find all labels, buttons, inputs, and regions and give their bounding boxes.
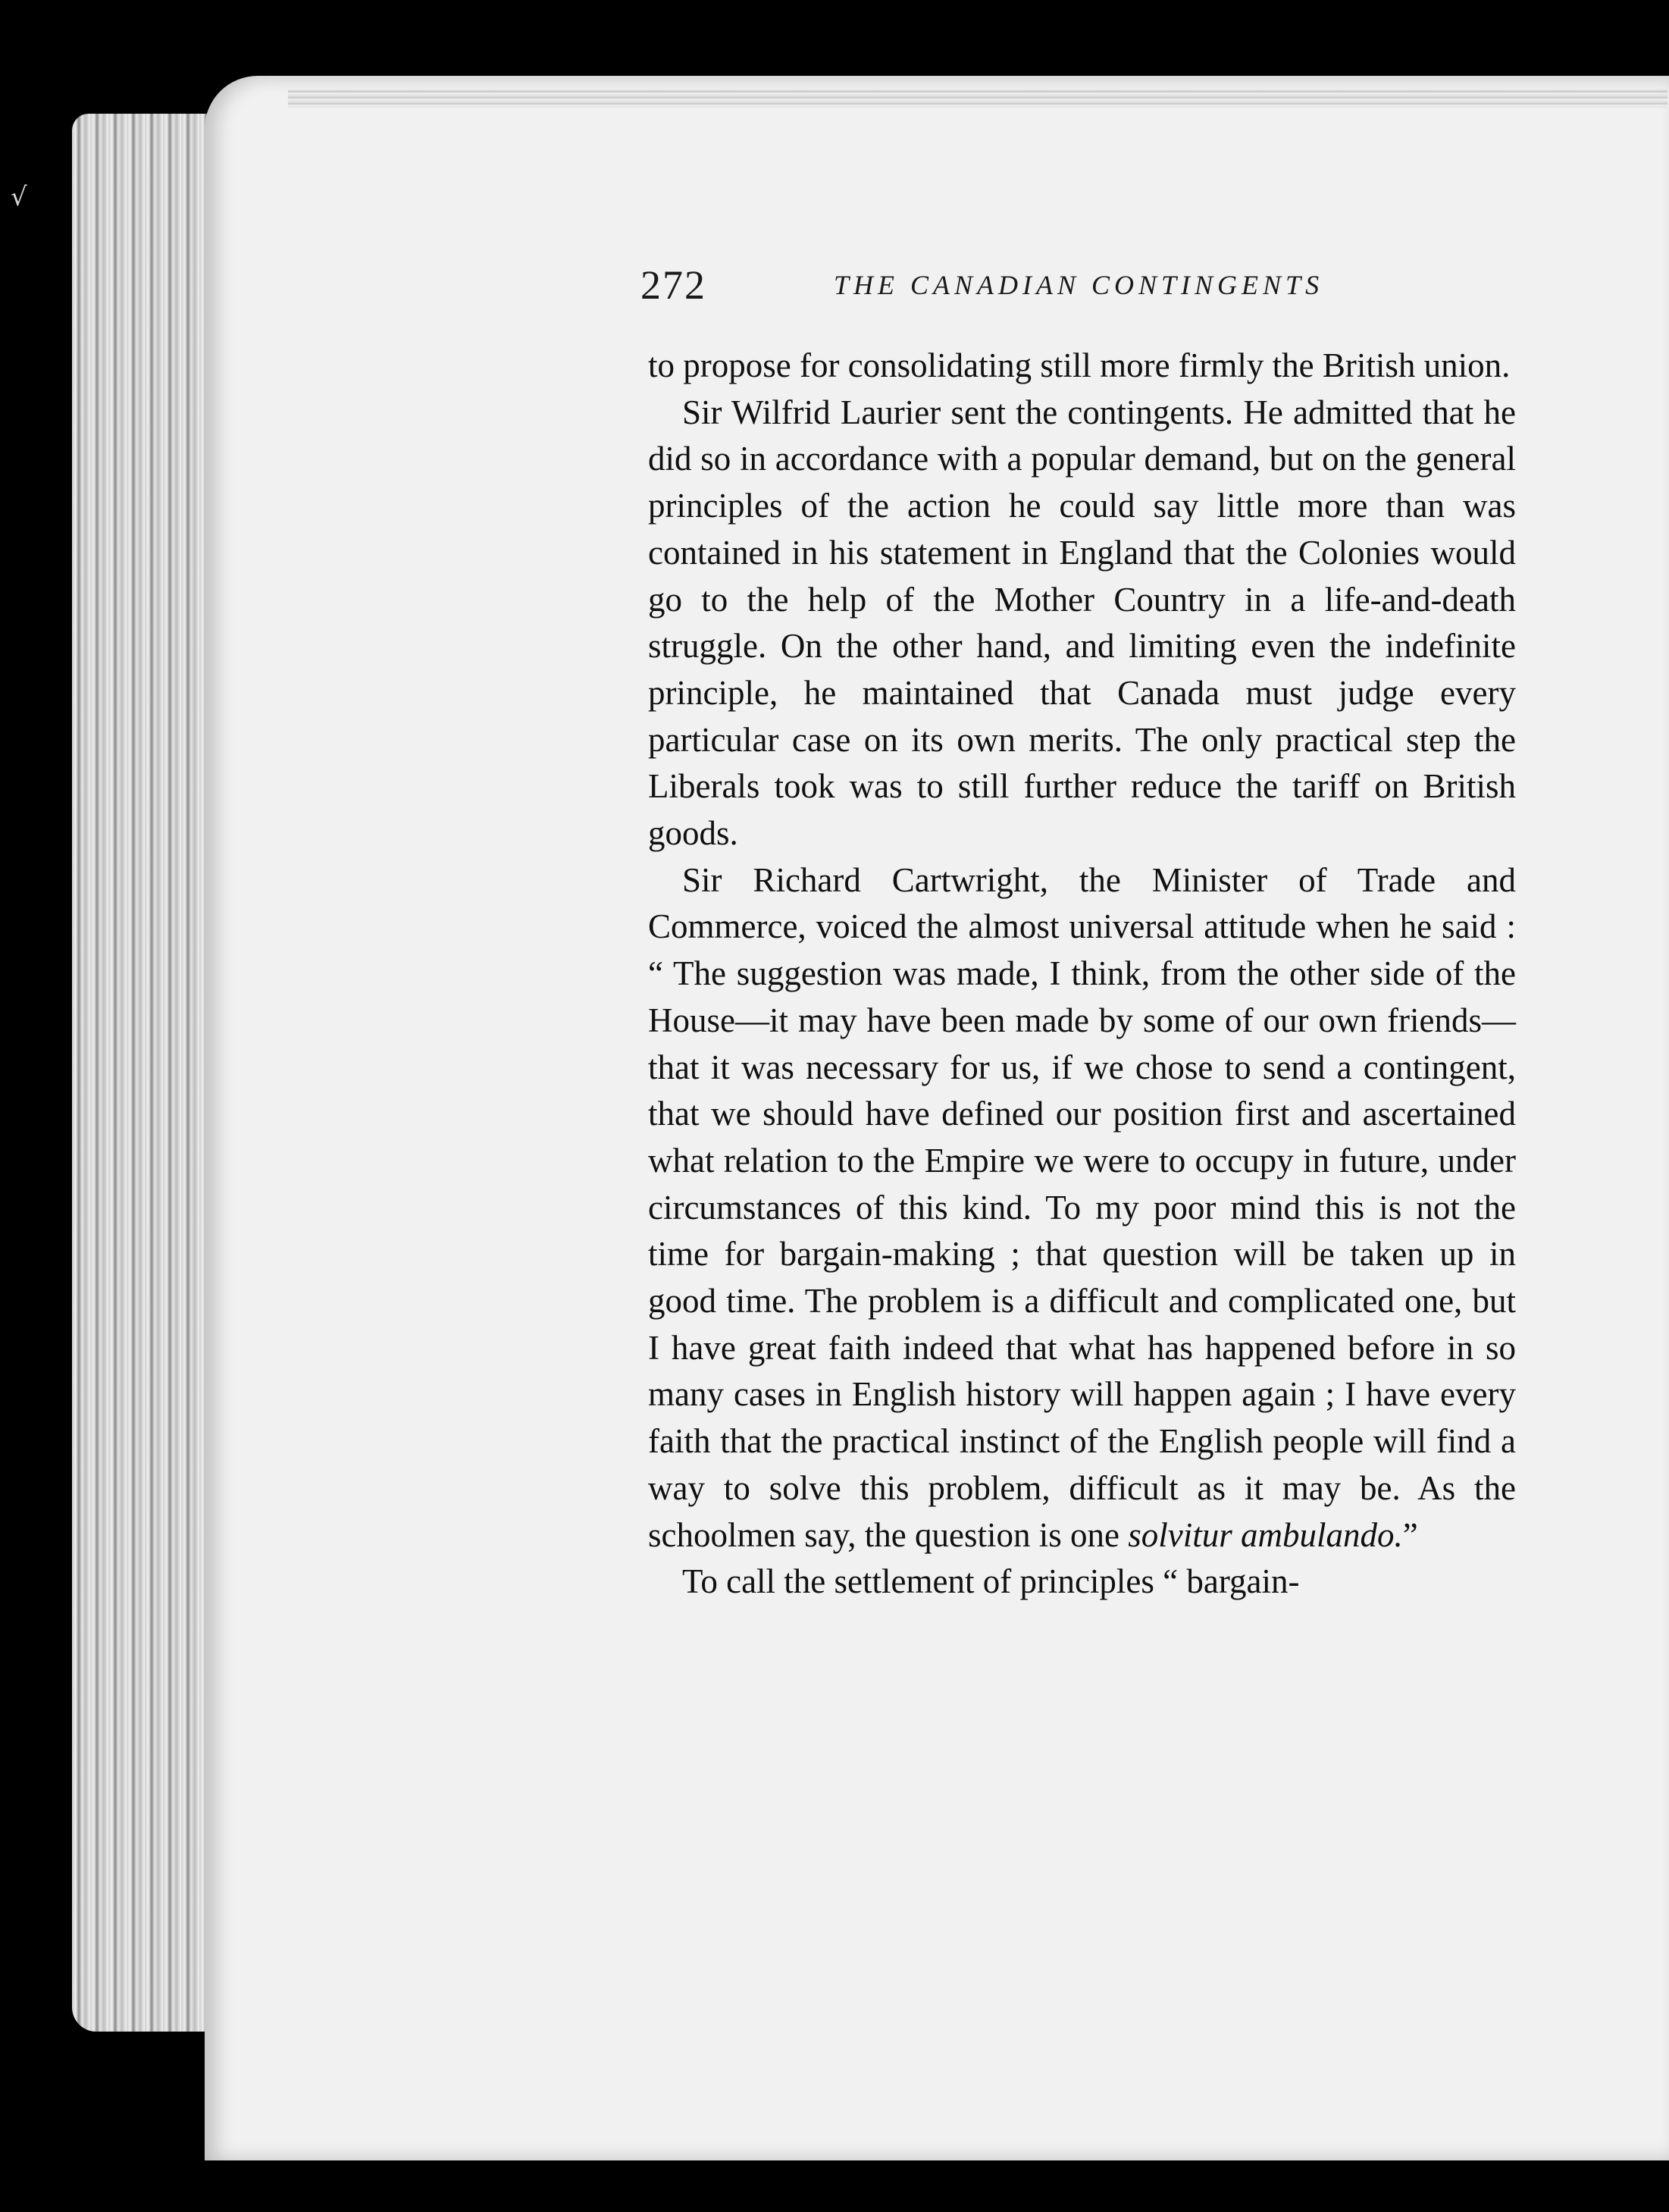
page-number: 272 xyxy=(640,262,706,308)
margin-mark: √ xyxy=(11,182,27,212)
paragraph: to propose for consolidating still more firmly the British union. xyxy=(648,346,1511,384)
italic-phrase: solvitur ambulando. xyxy=(1128,1515,1403,1554)
body-text xyxy=(648,343,1516,1606)
paragraph-text: Sir Richard Cartwright, the Minister of Trade and Commerce, voiced the almost universal attitude when he said : “ The suggestion was made, I think, from the other side of the House—it may have been made by some of our own friends—that it was necessary for us, if we chose to send a contingent, that we should have defined our position first and ascertained what relation to the Empire we were to occupy in future, under circumstances of this kind. To my poor mind this is not the time for bargain-making ; that question will be taken up in good time. The problem is a difficult and complicated one, but I have great faith indeed that what has happened before in so many cases in English history will happen again ; I have every faith that the practical instinct of the English people will find a way to solve this problem, difficult as it may be. As the schoolmen say, the question is one xyxy=(648,860,1516,1554)
page-top-edge xyxy=(288,89,1667,108)
closing-quote: ” xyxy=(1402,1515,1418,1554)
paragraph: To call the settlement of principles “ bargain- xyxy=(682,1562,1300,1601)
paragraph xyxy=(648,857,1516,1559)
paragraph: Sir Wilfrid Laurier sent the contingents. He admitted that he did so in accordance with a popular demand, but on the general principles of the action he could say little more than was contained in his statement in England that the Colonies would go to the help of the Mother Country in a life-and-death struggle. On the other hand, and limiting even the indefinite principle, he maintained that Canada must judge every particular case on its own merits. The only practical step the Liberals took was to still further reduce the tariff on British goods. xyxy=(648,393,1516,853)
page-header xyxy=(640,262,1474,307)
running-title: THE CANADIAN CONTINGENTS xyxy=(834,270,1324,300)
